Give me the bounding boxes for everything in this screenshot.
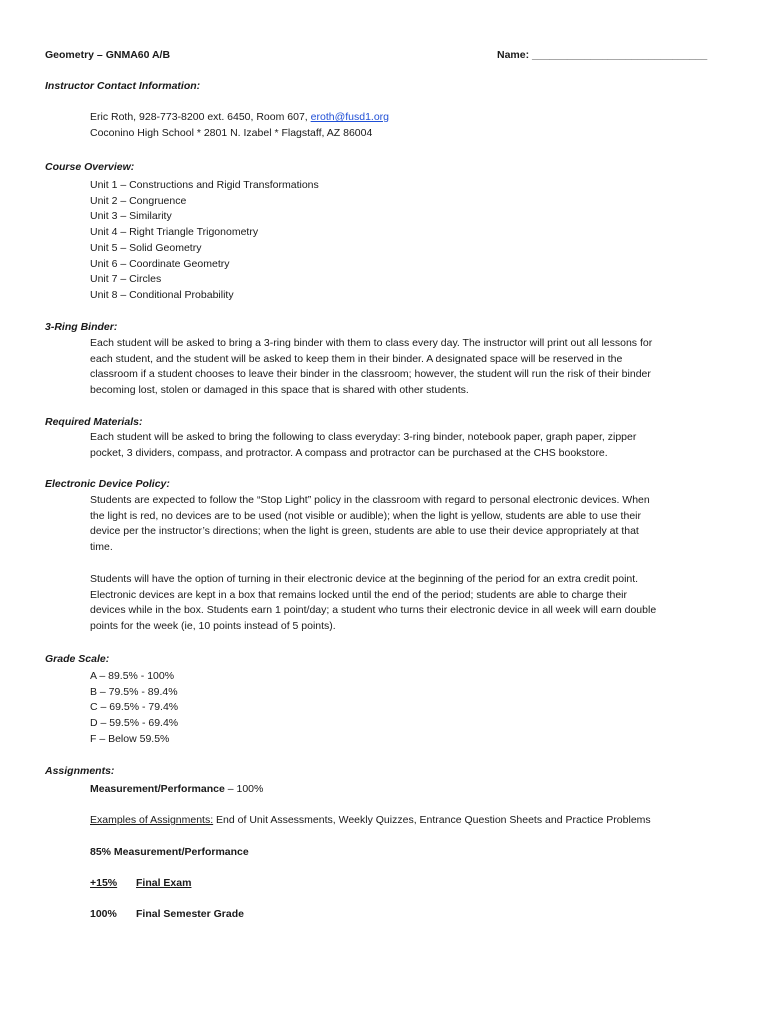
- device-policy-paragraph-1: [90, 493, 730, 556]
- overview-heading: Course Overview:: [45, 161, 135, 173]
- materials-paragraph: [90, 430, 730, 461]
- unit-item: Unit 6 – Coordinate Geometry: [90, 257, 230, 270]
- final-grade-label: Final Semester Grade: [136, 908, 244, 920]
- contact-line-1: [90, 110, 389, 126]
- final-exam-label: Final Exam: [136, 877, 192, 889]
- contact-heading: Instructor Contact Information:: [45, 80, 201, 92]
- unit-list: [90, 178, 730, 304]
- course-title: Geometry – GNMA60 A/B: [45, 49, 171, 61]
- unit-item: Unit 7 – Circles: [90, 273, 162, 286]
- paragraph-line: points for the week (ie, 10 points instead of 5 points).: [90, 620, 336, 633]
- paragraph-line: device per the instructor’s directions; when the light is green, students are able to use their device appropriately at that: [90, 525, 639, 538]
- grade-item: A – 89.5% - 100%: [90, 670, 175, 682]
- paragraph-line: Electronic devices are kept in a box that remains locked until the end of the period; students are able to charge their: [90, 588, 627, 601]
- binder-heading: 3-Ring Binder:: [45, 321, 118, 333]
- grade-item: D – 59.5% - 69.4%: [90, 717, 179, 730]
- name-field-label: Name: ______________________________: [497, 49, 708, 61]
- grade-scale-heading: Grade Scale:: [45, 653, 110, 665]
- measurement-85-line: 85% Measurement/Performance: [90, 846, 249, 858]
- final-exam-percent: +15%: [90, 877, 118, 889]
- paragraph-line: pocket, 3 dividers, compass, and protractor. A compass and protractor can be purchased at the CHS bookstore.: [90, 446, 608, 459]
- unit-item: Unit 4 – Right Triangle Trigonometry: [90, 226, 259, 239]
- email-link[interactable]: eroth@fusd1.org: [310, 111, 390, 123]
- examples-label: Examples of Assignments:: [90, 814, 214, 826]
- grade-item: B – 79.5% - 89.4%: [90, 685, 178, 698]
- unit-item: Unit 2 – Congruence: [90, 194, 187, 207]
- examples-text: End of Unit Assessments, Weekly Quizzes, Entrance Question Sheets and Practice Problems: [213, 814, 651, 826]
- paragraph-line: each student, and the student will be asked to keep them in their binder. A designated space will be reserved in the: [90, 352, 623, 365]
- materials-heading: Required Materials:: [45, 416, 143, 428]
- grade-scale-list: [90, 669, 730, 748]
- device-policy-heading: Electronic Device Policy:: [45, 478, 170, 490]
- unit-item: Unit 3 – Similarity: [90, 210, 172, 223]
- grade-item: F – Below 59.5%: [90, 732, 170, 745]
- measurement-line: [90, 782, 263, 798]
- unit-item: Unit 5 – Solid Geometry: [90, 241, 202, 254]
- binder-paragraph: [90, 336, 730, 399]
- contact-info-text: Eric Roth, 928-773-8200 ext. 6450, Room 607,: [90, 111, 311, 123]
- paragraph-line: the light is red, no devices are to be used (not visible or audible); when the light is yellow, students are able to use their: [90, 509, 641, 522]
- paragraph-line: Each student will be asked to bring a 3-ring binder with them to class every day. The instructor will print out all lessons for: [90, 337, 653, 349]
- assignments-heading: Assignments:: [45, 765, 115, 777]
- examples-line: [90, 813, 651, 829]
- paragraph-line: time.: [90, 541, 113, 554]
- paragraph-line: devices while in the box. Students earn 1 point/day; a student who turns their electronic device in all week will earn double: [90, 604, 657, 617]
- measurement-label: Measurement/Performance: [90, 783, 225, 795]
- grade-item: C – 69.5% - 79.4%: [90, 701, 179, 714]
- unit-item: Unit 8 – Conditional Probability: [90, 288, 234, 301]
- paragraph-line: Each student will be asked to bring the following to class everyday: 3-ring binder, notebook paper, graph paper, zipper: [90, 431, 637, 443]
- paragraph-line: becoming lost, stolen or damaged in this space that is shared with other students.: [90, 384, 469, 397]
- device-policy-paragraph-2: [90, 572, 730, 635]
- measurement-percent: – 100%: [224, 783, 264, 795]
- unit-item: Unit 1 – Constructions and Rigid Transformations: [90, 179, 319, 191]
- contact-line-2: Coconino High School * 2801 N. Izabel * Flagstaff, AZ 86004: [90, 127, 373, 139]
- final-grade-percent: 100%: [90, 908, 117, 920]
- paragraph-line: Students are expected to follow the “Stop Light” policy in the classroom with regard to personal electronic devices. When: [90, 494, 650, 506]
- paragraph-line: Students will have the option of turning in their electronic device at the beginning of the period for an extra credit point.: [90, 573, 639, 585]
- paragraph-line: classroom if a student chooses to leave their binder in the classroom; however, the student will run the risk of their binder: [90, 368, 651, 381]
